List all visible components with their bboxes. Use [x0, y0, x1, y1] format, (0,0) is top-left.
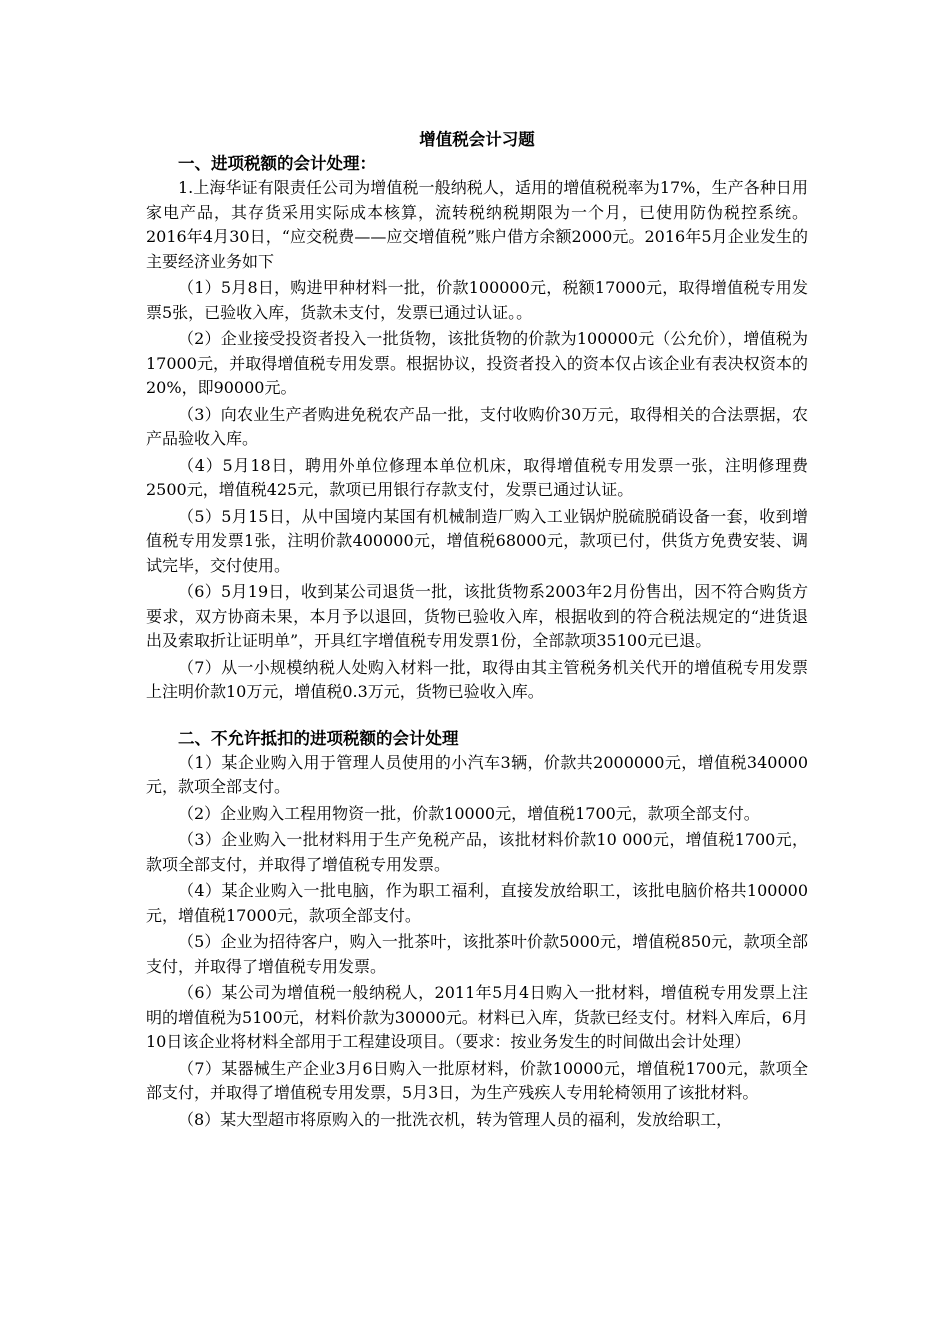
document-body — [146, 124, 808, 1134]
paragraph: （6）某公司为增值税一般纳税人，2011年5月4日购入一批材料，增值税专用发票上注明的增值税为5100元，材料价款为30000元。材料已入库，货款已经支付。材料入库后，6月10日该企业将材料全部用于工程建设项目。（要求：按业务发生的时间做出会计处理） — [146, 983, 808, 1051]
paragraph: （8）某大型超市将原购入的一批洗衣机，转为管理人员的福利，发放给职工， — [178, 1109, 733, 1129]
document-title: 增值税会计习题 — [419, 130, 535, 149]
section-heading-input-tax: 一、进项税额的会计处理： — [178, 154, 376, 173]
paragraph: （4）5月18日，聘用外单位修理本单位机床，取得增值税专用发票一张，注明修理费2500元，增值税425元，款项已用银行存款支付，发票已通过认证。 — [146, 455, 808, 499]
paragraph: （7）从一小规模纳税人处购入材料一批，取得由其主管税务机关代开的增值税专用发票上注明价款10万元，增值税0.3万元，货物已验收入库。 — [146, 657, 808, 701]
paragraph: （7）某器械生产企业3月6日购入一批原材料，价款10000元，增值税1700元，款项全部支付，并取得了增值税专用发票，5月3日，为生产残疾人专用轮椅领用了该批材料。 — [146, 1058, 808, 1102]
paragraph: （2）企业购入工程用物资一批，价款10000元，增值税1700元，款项全部支付。 — [178, 803, 760, 823]
paragraph: （2）企业接受投资者投入一批货物，该批货物的价款为100000元（公允价），增值税为17000元，并取得增值税专用发票。根据协议，投资者投入的资本仅占该企业有表决权资本的20%，即90000元。 — [146, 329, 808, 397]
paragraph: （1）某企业购入用于管理人员使用的小汽车3辆，价款共2000000元，增值税340000元，款项全部支付。 — [146, 752, 808, 796]
paragraph: （4）某企业购入一批电脑，作为职工福利，直接发放给职工，该批电脑价格共100000元，增值税17000元，款项全部支付。 — [146, 881, 808, 925]
paragraph: （6）5月19日，收到某公司退货一批，该批货物系2003年2月份售出，因不符合购货方要求，双方协商未果，本月予以退回，货物已验收入库，根据收到的符合税法规定的“进货退出及索取折让证明单”，开具红字增值税专用发票1份，全部款项35100元已退。 — [146, 582, 808, 650]
paragraph: （3）向农业生产者购进免税农产品一批，支付收购价30万元，取得相关的合法票据，农产品验收入库。 — [146, 404, 808, 448]
paragraph: 1.上海华证有限责任公司为增值税一般纳税人，适用的增值税税率为17%，生产各种日用家电产品，其存货采用实际成本核算，流转税纳税期限为一个月，已使用防伪税控系统。2016年4月30日，“应交税费——应交增值税”账户借方余额2000元。2016年5月企业发生的主要经济业务如下 — [146, 178, 808, 271]
section-heading-non-deductible: 二、不允许抵扣的进项税额的会计处理 — [178, 728, 459, 748]
paragraph: （5）企业为招待客户，购入一批茶叶，该批茶叶价款5000元，增值税850元，款项全部支付，并取得了增值税专用发票。 — [146, 932, 808, 976]
paragraph: （5）5月15日，从中国境内某国有机械制造厂购入工业锅炉脱硫脱硝设备一套，收到增值税专用发票1张，注明价款400000元，增值税68000元，款项已付，供货方免费安装、调试完毕，交付使用。 — [146, 506, 808, 575]
paragraph: （3）企业购入一批材料用于生产免税产品，该批材料价款10 000元，增值税1700元，款项全部支付，并取得了增值税专用发票。 — [146, 830, 808, 874]
paragraph: （1）5月8日，购进甲种材料一批，价款100000元，税额17000元，取得增值税专用发票5张，已验收入库，货款未支付，发票已通过认证。。 — [146, 278, 808, 322]
